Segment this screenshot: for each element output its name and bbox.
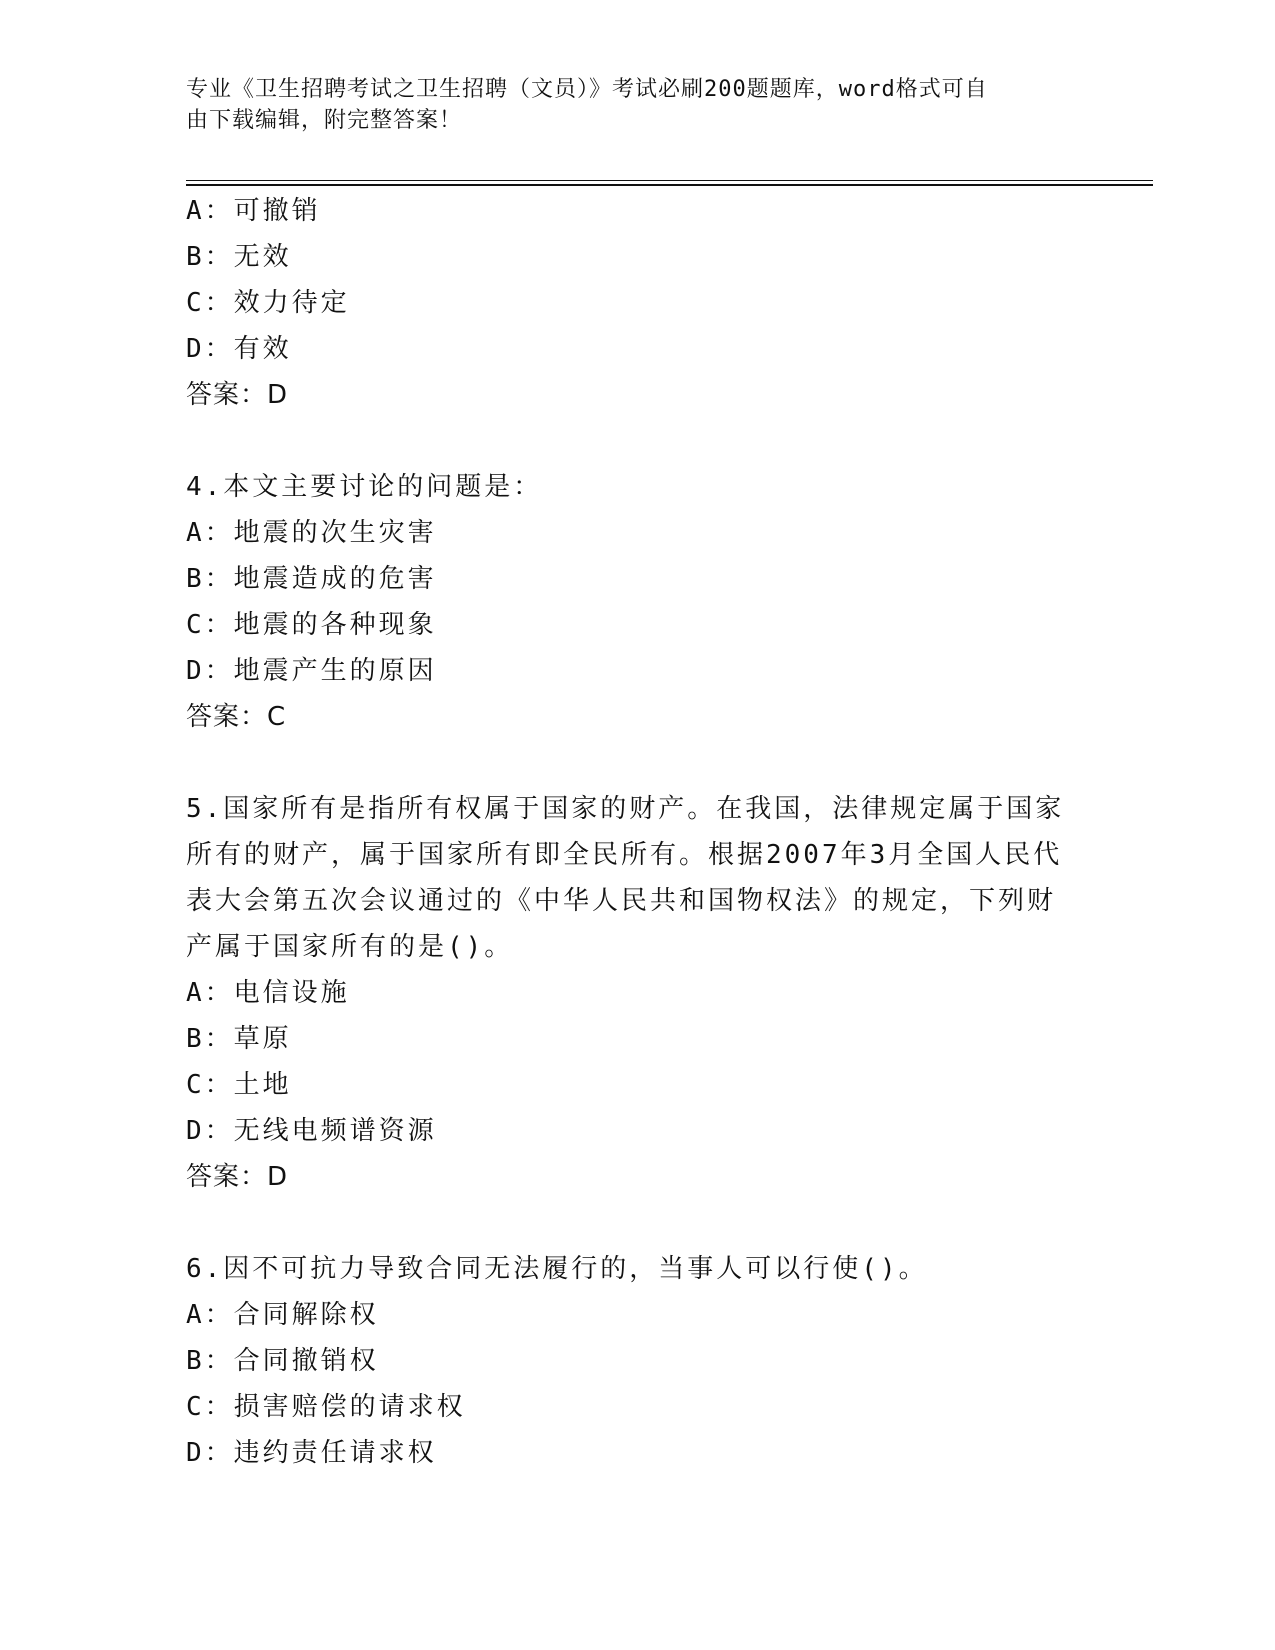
option-c: C：损害赔偿的请求权 <box>186 1392 466 1422</box>
option-b: B：地震造成的危害 <box>186 564 437 594</box>
header-line-2: 由下载编辑，附完整答案！ <box>186 108 463 133</box>
question-6 <box>186 1246 1086 1476</box>
option-d: D：地震产生的原因 <box>186 656 437 686</box>
header-divider-thin <box>186 180 1153 181</box>
option-d: D：无线电频谱资源 <box>186 1116 437 1146</box>
option-b: B：合同撤销权 <box>186 1346 379 1376</box>
option-a: A：电信设施 <box>186 978 350 1008</box>
header-line-1: 专业《卫生招聘考试之卫生招聘（文员）》考试必刷200题题库，word格式可自 <box>186 77 988 102</box>
question-stem-line-1: 5.国家所有是指所有权属于国家的财产。在我国，法律规定属于国家 <box>186 794 1065 824</box>
question-3 <box>186 188 1086 418</box>
option-b: B：无效 <box>186 242 292 272</box>
question-content <box>186 188 1086 1476</box>
answer: 答案：D <box>186 1162 289 1192</box>
header-divider-thick <box>186 184 1153 186</box>
option-d: D：有效 <box>186 334 292 364</box>
option-c: C：土地 <box>186 1070 292 1100</box>
question-stem: 6.因不可抗力导致合同无法履行的，当事人可以行使()。 <box>186 1254 928 1284</box>
question-stem-line-4: 产属于国家所有的是()。 <box>186 932 514 962</box>
option-b: B：草原 <box>186 1024 292 1054</box>
option-a: A：合同解除权 <box>186 1300 379 1330</box>
answer: 答案：D <box>186 380 289 410</box>
option-a: A：地震的次生灾害 <box>186 518 437 548</box>
option-c: C：地震的各种现象 <box>186 610 437 640</box>
spacer <box>186 740 1086 786</box>
spacer <box>186 1200 1086 1246</box>
answer: 答案：C <box>186 702 287 732</box>
question-4 <box>186 464 1086 740</box>
question-stem: 4.本文主要讨论的问题是： <box>186 472 543 502</box>
document-header <box>186 74 1066 136</box>
option-d: D：违约责任请求权 <box>186 1438 437 1468</box>
question-stem-line-3: 表大会第五次会议通过的《中华人民共和国物权法》的规定，下列财 <box>186 886 1057 916</box>
question-stem-line-2: 所有的财产，属于国家所有即全民所有。根据2007年3月全国人民代 <box>186 840 1063 870</box>
spacer <box>186 418 1086 464</box>
option-c: C：效力待定 <box>186 288 350 318</box>
question-5 <box>186 786 1086 1200</box>
option-a: A：可撤销 <box>186 196 321 226</box>
